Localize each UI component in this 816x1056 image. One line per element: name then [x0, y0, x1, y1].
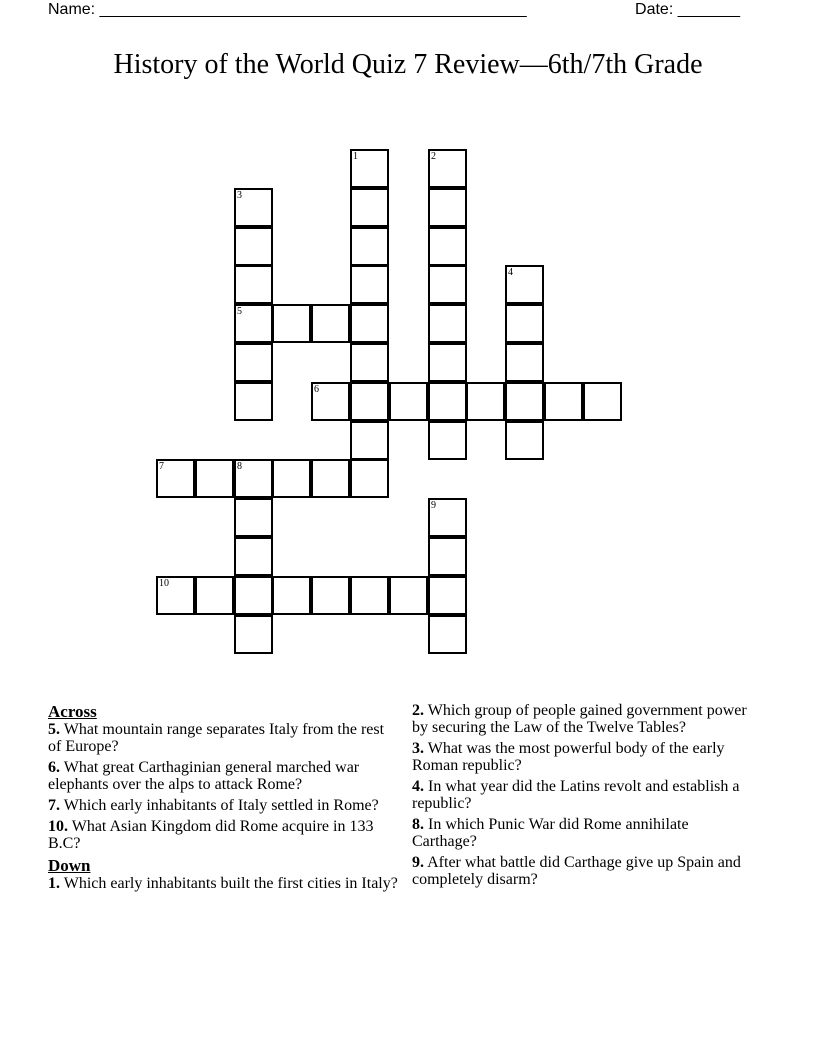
- clue-text: After what battle did Carthage give up Spain and completely disarm?: [412, 854, 741, 888]
- crossword-cell[interactable]: [583, 382, 622, 421]
- clue-number: 6.: [48, 759, 60, 776]
- crossword-cell[interactable]: [428, 498, 467, 537]
- crossword-cell[interactable]: [350, 265, 389, 304]
- crossword-cell[interactable]: [350, 382, 389, 421]
- clue-text: Which group of people gained government power by securing the Law of the Twelve Tables?: [412, 702, 747, 736]
- crossword-cell[interactable]: [311, 382, 350, 421]
- crossword-cell[interactable]: [350, 304, 389, 343]
- crossword-cell[interactable]: [234, 343, 273, 382]
- date-field[interactable]: Date: _______: [635, 1, 740, 18]
- crossword-cell[interactable]: [156, 459, 195, 498]
- crossword-cell[interactable]: [195, 576, 234, 615]
- crossword-cell[interactable]: [350, 421, 389, 460]
- cell-number: 6: [314, 384, 319, 395]
- cell-number: 7: [159, 461, 164, 472]
- crossword-cell[interactable]: [272, 459, 311, 498]
- crossword-cell[interactable]: [505, 382, 544, 421]
- clues-right-column: [412, 702, 752, 892]
- clue-number: 2.: [412, 702, 424, 719]
- crossword-cell[interactable]: [350, 576, 389, 615]
- crossword-cell[interactable]: [195, 459, 234, 498]
- crossword-cell[interactable]: [234, 537, 273, 576]
- crossword-cell[interactable]: [272, 576, 311, 615]
- crossword-cell[interactable]: [234, 459, 273, 498]
- cell-number: 9: [431, 500, 436, 511]
- crossword-cell[interactable]: [234, 576, 273, 615]
- clue-down-3: [412, 740, 752, 774]
- crossword-cell[interactable]: [505, 343, 544, 382]
- crossword-cell[interactable]: [311, 576, 350, 615]
- crossword-cell[interactable]: [234, 382, 273, 421]
- clue-down-4: [412, 778, 752, 812]
- clue-text: Which early inhabitants of Italy settled in Rome?: [63, 797, 379, 814]
- clue-number: 5.: [48, 721, 60, 738]
- crossword-cell[interactable]: [234, 498, 273, 537]
- crossword-cell[interactable]: [544, 382, 583, 421]
- crossword-cell[interactable]: [428, 537, 467, 576]
- clue-down-1: [48, 875, 400, 892]
- crossword-cell[interactable]: [234, 615, 273, 654]
- cell-number: 5: [237, 306, 242, 317]
- clue-text: In what year did the Latins revolt and establish a republic?: [412, 778, 740, 812]
- crossword-cell[interactable]: [350, 343, 389, 382]
- crossword-cell[interactable]: [234, 265, 273, 304]
- crossword-cell[interactable]: [389, 382, 428, 421]
- crossword-cell[interactable]: [350, 188, 389, 227]
- clue-text: Which early inhabitants built the first cities in Italy?: [63, 875, 398, 892]
- crossword-cell[interactable]: [428, 343, 467, 382]
- clue-number: 7.: [48, 797, 60, 814]
- crossword-cell[interactable]: [428, 265, 467, 304]
- crossword-cell[interactable]: [428, 227, 467, 266]
- cell-number: 1: [353, 151, 358, 162]
- clue-down-8: [412, 816, 752, 850]
- crossword-cell[interactable]: [428, 615, 467, 654]
- cell-number: 2: [431, 151, 436, 162]
- crossword-cell[interactable]: [428, 304, 467, 343]
- clue-text: What mountain range separates Italy from the rest of Europe?: [48, 721, 385, 755]
- crossword-cell[interactable]: [234, 227, 273, 266]
- clue-down-9: [412, 854, 752, 888]
- name-field[interactable]: Name: ________________________________________________: [48, 1, 527, 18]
- page-title: History of the World Quiz 7 Review—6th/7th Grade: [113, 49, 703, 80]
- clue-across-7: [48, 797, 400, 814]
- clue-across-10: [48, 818, 400, 852]
- crossword-cell[interactable]: [350, 149, 389, 188]
- crossword-cell[interactable]: [505, 421, 544, 460]
- crossword-cell[interactable]: [466, 382, 505, 421]
- clue-number: 9.: [412, 854, 424, 871]
- clue-text: What great Carthaginian general marched war elephants over the alps to attack Rome?: [48, 759, 360, 793]
- crossword-cell[interactable]: [428, 188, 467, 227]
- crossword-cell[interactable]: [428, 576, 467, 615]
- clues-left-column: [48, 702, 400, 896]
- cell-number: 10: [159, 578, 169, 589]
- clue-number: 1.: [48, 875, 60, 892]
- crossword-cell[interactable]: [428, 149, 467, 188]
- crossword-cell[interactable]: [234, 304, 273, 343]
- cell-number: 4: [508, 267, 513, 278]
- cell-number: 8: [237, 461, 242, 472]
- clue-text: What was the most powerful body of the early Roman republic?: [412, 740, 725, 774]
- clue-text: In which Punic War did Rome annihilate Carthage?: [412, 816, 689, 850]
- crossword-cell[interactable]: [350, 227, 389, 266]
- crossword-cell[interactable]: [350, 459, 389, 498]
- clue-across-6: [48, 759, 400, 793]
- clue-down-2: [412, 702, 752, 736]
- clue-across-5: [48, 721, 400, 755]
- crossword-cell[interactable]: [272, 304, 311, 343]
- clue-text: What Asian Kingdom did Rome acquire in 133 B.C?: [48, 818, 374, 852]
- crossword-cell[interactable]: [505, 304, 544, 343]
- crossword-cell[interactable]: [311, 459, 350, 498]
- across-heading: Across: [48, 702, 97, 721]
- clue-number: 10.: [48, 818, 68, 835]
- crossword-cell[interactable]: [234, 188, 273, 227]
- crossword-cell[interactable]: [428, 382, 467, 421]
- crossword-cell[interactable]: [428, 421, 467, 460]
- crossword-cell[interactable]: [505, 265, 544, 304]
- cell-number: 3: [237, 190, 242, 201]
- crossword-cell[interactable]: [156, 576, 195, 615]
- clue-number: 8.: [412, 816, 424, 833]
- clue-number: 3.: [412, 740, 424, 757]
- clue-number: 4.: [412, 778, 424, 795]
- down-heading: Down: [48, 856, 91, 875]
- crossword-cell[interactable]: [311, 304, 350, 343]
- crossword-cell[interactable]: [389, 576, 428, 615]
